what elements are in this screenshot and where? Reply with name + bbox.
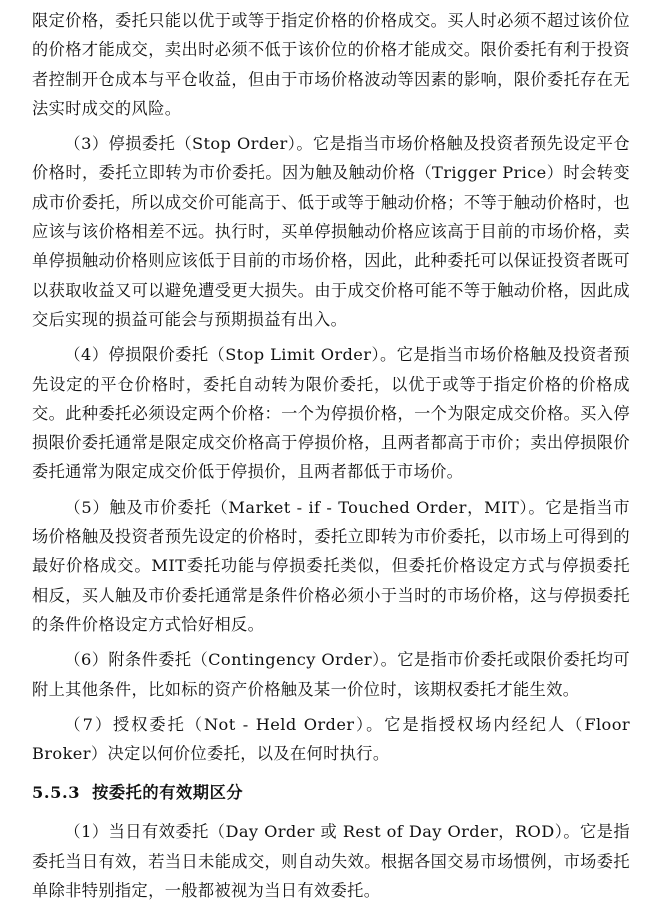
paragraph-limit-order-continued: 限定价格，委托只能以优于或等于指定价格的价格成交。买人时必须不超过该价位的价格才能成交，卖出时必须不低于该价位的价格才能成交。限价委托有利于投资者控制开仓成本与平仓收益，但由于市场价格波动等因素的影响，限价委托存在无法实时成交的风险。 [32,11,630,118]
section-title: 按委托的有效期区分 [92,783,244,803]
paragraph-stop-order: （3）停损委托（Stop Order）。它是指当市场价格触及投资者预先设定平仓价格时，委托立即转为市价委托。因为触及触动价格（Trigger Price）时会转变成市价委托，所以成交价可能高于、低于或等于触动价格；不等于触动价格时，也应该与该价格相差不远。执行时，买单停损触动价格应该高于目前的市场价格，卖单停损触动价格则应该低于目前的市场价格，因此，此种委托可以保证投资者既可以获取收益又可以避免遭受更大损失。由于成交价格可能不等于触动价格，因此成交后实现的损益可能会与预期损益有出入。 [32,134,630,329]
paragraph-stop-limit-order: （4）停损限价委托（Stop Limit Order）。它是指当市场价格触及投资者预先设定的平仓价格时，委托自动转为限价委托，以优于或等于指定价格的价格成交。此种委托必须设定两个价格：一个为停损价格，一个为限定成交价格。买入停损限价委托通常是限定成交价格高于停损价格，且两者都高于市价；卖出停损限价委托通常为限定成交价低于停损价，且两者都低于市场价。 [32,345,630,482]
paragraph-day-order: （1）当日有效委托（Day Order 或 Rest of Day Order，ROD）。它是指委托当日有效，若当日未能成交，则自动失效。根据各国交易市场惯例，市场委托单除非特别指定，一般都被视为当日有效委托。 [32,822,630,901]
section-number: 5.5.3 [32,783,81,803]
paragraph-mit-order: （5）触及市价委托（Market - if - Touched Order，MIT）。它是指当市场价格触及投资者预先设定的价格时，委托立即转为市价委托，以市场上可得到的最好价格成交。MIT委托功能与停损委托类似，但委托价格设定方式与停损委托相反，买人触及市价委托通常是条件价格必须小于当时的市场价格，这与停损委托的条件价格设定方式恰好相反。 [32,497,630,634]
paragraph-contingency-order: （6）附条件委托（Contingency Order）。它是指市价委托或限价委托均可附上其他条件，比如标的资产价格触及某一价位时，该期权委托才能生效。 [32,650,630,699]
section-heading [32,778,630,807]
paragraph-not-held-order: （7）授权委托（Not - Held Order）。它是指授权场内经纪人（Floor Broker）决定以何价位委托，以及在何时执行。 [32,714,630,764]
